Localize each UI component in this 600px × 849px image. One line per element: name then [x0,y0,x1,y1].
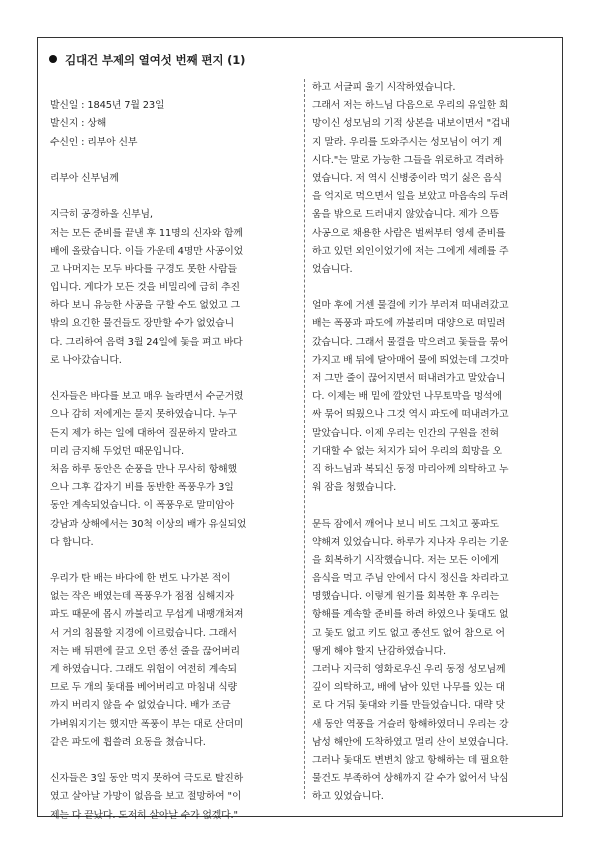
text-line: 다 합니다. [50,536,94,548]
text-line: 강남과 상해에서는 30척 이상의 배가 유실되었 [50,518,247,530]
text-line: 밖의 요긴한 물건들도 장만할 수가 없었습니 [50,318,234,330]
text-line: 저는 모든 준비를 끝낸 후 11명의 신자와 함께 [50,227,243,239]
text-line: 파도 때문에 몹시 까불리고 무섭게 내팽개쳐져 [50,609,244,621]
text-line [50,370,295,388]
text-line [50,79,295,97]
text-line: 망이신 성모님의 기적 상본을 내보이면서 "겁내 [312,118,510,130]
letter-title: 김대건 부제의 열여섯 번째 편지 (1) [65,53,246,67]
text-line: 얼마 후에 거센 물결에 키가 부러져 떠내려갔고 [312,300,509,312]
text-line: 음식을 먹고 주님 안에서 다시 정신을 차리라고 [312,573,509,585]
bullet-icon [49,55,57,63]
text-line: 그래서 저는 하느님 다음으로 우리의 유일한 희 [312,100,509,112]
text-line: 기대할 수 없는 처지가 되어 우리의 희망을 오 [312,445,502,457]
text-line: 서 거의 침몰할 지경에 이르렀습니다. 그래서 [50,627,237,639]
text-line: 가지고 배 뒤에 달아매어 물에 띄었는데 그것마 [312,354,509,366]
text-line: 그러나 지극히 영화로우신 우리 동정 성모님께 [312,664,506,675]
text-line: 을 회복하기 시작했습니다. 저는 모든 이에게 [312,554,499,566]
text-line: 가벼워지기는 했지만 폭풍이 부는 대로 산더미 [50,718,244,730]
text-line: 으나 감히 저에게는 묻지 못하였습니다. 누구 [50,409,237,421]
text-line: 발신지 : 상해 [50,118,107,130]
text-line: 다. 이제는 배 밑에 깔았던 나무토막을 멍석에 [312,391,502,403]
text-line: 처음 하루 동안은 순풍을 만나 무사히 항해했 [50,463,237,475]
text-line [50,152,295,170]
text-line [312,497,557,515]
text-line [50,752,295,770]
text-line: 사공으로 채용한 사람은 벌써부터 영세 준비를 [312,227,506,239]
text-line: 배는 폭풍과 파도에 까불리며 대양으로 떠밀려 [312,318,506,330]
text-line: 을 억지로 먹으면서 일을 보았고 마음속의 두려 [312,191,509,203]
text-line: 떻게 해야 할지 난감하였습니다. [312,645,447,657]
text-line: 움을 밖으로 드러내지 않았습니다. 제가 으뜸 [312,209,499,221]
text-line: 으나 그후 갑자기 비를 동반한 폭풍우가 3일 [50,482,234,494]
text-line: 입니다. 게다가 모든 것을 비밀리에 급히 추진 [50,282,240,294]
text-line: 발신일 : 1845년 7월 23일 [50,100,165,112]
text-line: 고 나머지는 모두 바다를 구경도 못한 사람들 [50,263,237,275]
text-line: 든지 제가 하는 일에 대하여 질문하지 말라고 [50,427,237,439]
text-line: 리부아 신부님께 [50,172,119,184]
text-line: 약해져 있었습니다. 하루가 지나자 우리는 기운 [312,536,509,548]
text-line: 저는 배 뒤편에 끌고 오던 종선 줄을 끊어버리 [50,645,240,657]
text-line: 제는 다 끝났다. 도저히 살아날 수가 없겠다." [50,809,238,821]
text-line: 깊이 의탁하고, 배에 남아 있던 나무를 있는 대 [312,682,505,694]
text-line: 하고 있었습니다. [312,791,384,803]
text-line: 게 하였습니다. 그래도 위험이 여전히 계속되 [50,664,237,675]
text-line: 수신인 : 리부아 신부 [50,136,138,148]
column-divider [304,79,305,799]
text-line: 새 동안 역풍을 거슬러 항해하였더니 우리는 강 [312,718,509,730]
text-line: 문득 잠에서 깨어나 보니 비도 그치고 풍파도 [312,518,499,530]
text-line: 므로 두 개의 돛대를 베어버리고 마침내 식량 [50,682,237,694]
text-line: 그러나 돛대도 변변치 않고 항해하는 데 필요한 [312,754,509,766]
text-line: 직 하느님과 복되신 동정 마리아께 의탁하고 누 [312,463,509,475]
text-line: 였습니다. 저 역시 신병중이라 먹기 싫은 음식 [312,172,502,184]
text-line: 싸 묶어 띄웠으나 그것 역시 파도에 떠내려가고 [312,409,509,421]
text-line: 까지 버리지 않을 수 없었습니다. 배가 조금 [50,700,231,712]
text-line: 하다 보니 유능한 사공을 구할 수도 없었고 그 [50,300,240,312]
text-line: 말았습니다. 이제 우리는 인간의 구원을 전혀 [312,427,499,439]
text-line: 워 잠을 청했습니다. [312,482,397,494]
text-line: 없는 작은 배였는데 폭풍우가 점점 심해지자 [50,591,234,603]
text-line: 배에 올랐습니다. 이들 가운데 4명만 사공이었 [50,245,244,257]
text-line: 고 돛도 없고 키도 없고 종선도 없어 참으로 어 [312,627,505,639]
text-line: 였고 살아날 가망이 없음을 보고 절망하여 "이 [50,791,242,803]
text-line: 물건도 부족하여 상해까지 갈 수가 없어서 낙심 [312,773,509,785]
text-line: 로 다 거둬 돛대와 키를 만들었습니다. 대략 닷 [312,700,505,712]
text-line: 동안 계속되었습니다. 이 폭풍우로 말미암아 [50,500,234,512]
text-line: 갔습니다. 그래서 물결을 막으려고 돛들을 묶어 [312,336,509,348]
right-column [312,79,557,807]
text-line: 우리가 탄 배는 바다에 한 번도 나가본 적이 [50,573,231,585]
text-line: 지극히 공경하올 신부님, [50,209,153,221]
text-line: 하고 서글피 울기 시작하였습니다. [312,82,456,93]
text-line: 미리 금지해 두었던 때문입니다. [50,445,185,457]
text-line: 명했습니다. 이렇게 원기를 회복한 후 우리는 [312,591,499,603]
text-line: 다. 그리하여 음력 3월 24일에 돛을 펴고 바다 [50,336,243,348]
text-line: 남성 해안에 도착하였고 멀리 산이 보였습니다. [312,736,509,748]
left-column [50,79,295,825]
text-line: 신자들은 바다를 보고 매우 놀라면서 수군거렸 [50,391,244,403]
letter-title-heading [49,52,245,68]
text-line [50,552,295,570]
text-line [312,279,557,297]
text-line: 신자들은 3일 동안 먹지 못하여 극도로 탈진하 [50,773,244,785]
text-line: 같은 파도에 휩쓸려 요동을 쳤습니다. [50,736,206,748]
text-line: 지 말라. 우리를 도와주시는 성모님이 여기 계 [312,136,502,148]
text-line: 었습니다. [312,263,353,275]
text-line [50,188,295,206]
text-line: 로 나아갔습니다. [50,354,122,366]
text-line: 항해를 계속할 준비를 하려 하였으나 돛대도 없 [312,609,509,621]
text-line: 하고 있던 외인이었기에 저는 그에게 세례를 주 [312,245,509,257]
text-line: 시다."는 말로 가능한 그들을 위로하고 격려하 [312,154,504,166]
text-line: 저 그만 줄이 끊어지면서 떠내려가고 말았습니 [312,373,506,384]
